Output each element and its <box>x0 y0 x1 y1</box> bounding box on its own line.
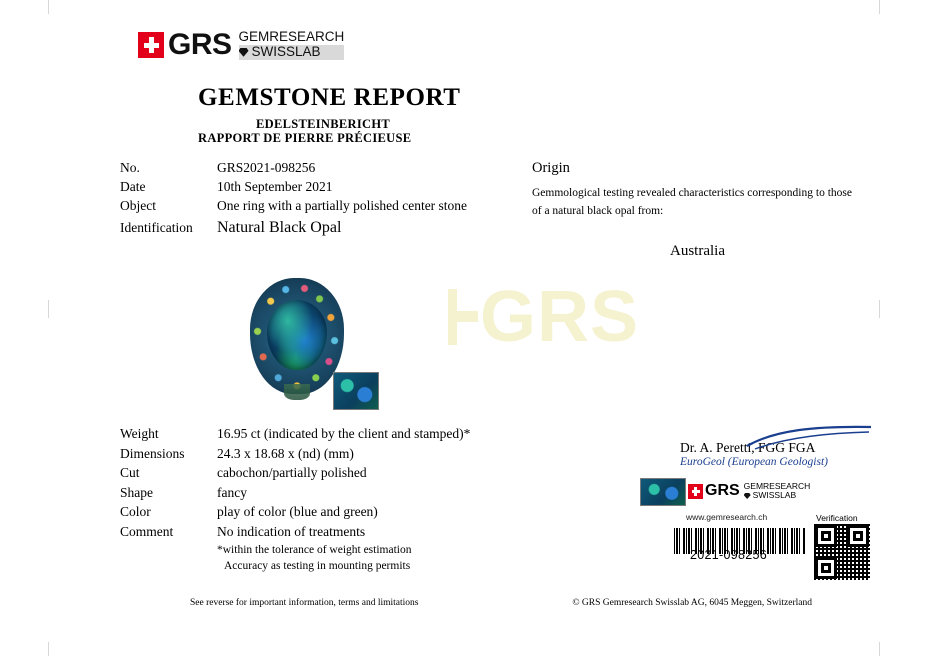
info-row <box>120 179 540 195</box>
gemstone-detail-photo <box>333 372 379 410</box>
spec-value: play of color (blue and green) <box>217 504 378 519</box>
info-label: No. <box>120 160 140 175</box>
subtitle-french: RAPPORT DE PIERRE PRÉCIEUSE <box>198 131 412 145</box>
identification-row <box>120 217 540 237</box>
info-value: One ring with a partially polished center stone <box>217 198 468 213</box>
brand-website: www.gemresearch.ch <box>686 512 768 522</box>
origin-country: Australia <box>670 242 725 259</box>
scan-edge-mark <box>879 0 880 14</box>
table-row <box>120 446 590 462</box>
page-title: GEMSTONE REPORT <box>198 84 461 111</box>
handwritten-signature-icon <box>745 424 875 450</box>
diamond-icon <box>744 493 751 499</box>
spec-label: Cut <box>120 465 140 480</box>
scan-edge-mark <box>879 642 880 656</box>
spec-label: Color <box>120 504 151 519</box>
table-row <box>120 426 590 442</box>
identification-label: Identification <box>120 220 193 235</box>
spec-label: Dimensions <box>120 445 185 461</box>
spec-label: Shape <box>120 484 153 500</box>
certificate-page <box>60 0 868 656</box>
info-row <box>120 198 540 214</box>
footer-note-left: See reverse for important information, terms and limitations <box>190 598 419 608</box>
table-row <box>120 524 590 540</box>
gemstone-photo <box>250 272 346 400</box>
footer-note-right: © GRS Gemresearch Swisslab AG, 6045 Meggen, Switzerland <box>572 598 812 608</box>
brand-word-line2: SWISSLAB <box>251 44 321 59</box>
signatory-role: EuroGeol (European Geologist) <box>680 456 828 468</box>
seal-word-line2: SWISSLAB <box>752 490 797 501</box>
spec-value: 24.3 x 18.68 x (nd) (mm) <box>217 445 354 461</box>
watermark-cross-icon <box>448 289 478 345</box>
info-row <box>120 160 540 176</box>
watermark-text: GRS <box>480 277 640 357</box>
origin-title: Origin <box>532 160 570 176</box>
swiss-cross-icon <box>688 484 703 499</box>
grs-watermark <box>448 276 639 358</box>
identification-value: Natural Black Opal <box>217 219 342 236</box>
spec-value: cabochon/partially polished <box>217 465 367 480</box>
table-row <box>120 485 590 501</box>
spec-value: fancy <box>217 484 247 500</box>
signatory-name: Dr. A. Peretti, FGG FGA <box>680 440 816 455</box>
origin-note-line2: of a natural black opal from: <box>532 204 664 217</box>
spec-value: 16.95 ct (indicated by the client and stamped)* <box>217 426 471 441</box>
seal-gem-thumbnail <box>640 478 686 506</box>
barcode-number: 2021-098256 <box>690 548 767 562</box>
spec-footnote-line1: *within the tolerance of weight estimation <box>217 544 412 556</box>
brand-word-line1: GEMRESEARCH <box>238 29 345 45</box>
brand-name: GRS <box>168 28 232 61</box>
subtitle-german: EDELSTEINBERICHT <box>256 117 391 131</box>
seal-word-line1: GEMRESEARCH <box>743 481 811 491</box>
scan-edge-mark <box>48 642 49 656</box>
origin-block <box>532 160 862 260</box>
info-label: Date <box>120 179 146 194</box>
table-row <box>120 504 590 520</box>
scan-edge-mark <box>48 0 49 14</box>
scan-edge-mark <box>879 300 880 318</box>
table-row <box>120 465 590 481</box>
verification-label: Verification <box>816 513 858 523</box>
diamond-icon <box>239 48 249 57</box>
ring-shank <box>284 384 310 400</box>
spec-label: Comment <box>120 523 174 539</box>
report-info-block <box>120 160 540 240</box>
brand-wordmark <box>239 30 345 59</box>
gemstone-center-stone <box>267 300 327 370</box>
gemstone-properties-table <box>120 426 590 574</box>
spec-footnote-line2: Accuracy as testing in mounting permits <box>224 559 411 572</box>
grs-logo <box>138 30 344 60</box>
spec-value: No indication of treatments <box>217 523 366 539</box>
seal-brand-name: GRS <box>705 482 740 500</box>
info-value: GRS2021-098256 <box>217 160 316 175</box>
info-value: 10th September 2021 <box>217 179 333 194</box>
qr-code[interactable] <box>814 524 870 580</box>
seal-grs-logo <box>688 482 810 501</box>
info-label: Object <box>120 198 156 213</box>
scan-edge-mark <box>48 300 49 318</box>
spec-footnote <box>217 543 590 574</box>
origin-note-line1: Gemmological testing revealed characteristics corresponding to those <box>532 187 852 199</box>
spec-label: Weight <box>120 426 159 441</box>
swiss-cross-icon <box>138 32 164 58</box>
signature-block <box>680 440 870 468</box>
